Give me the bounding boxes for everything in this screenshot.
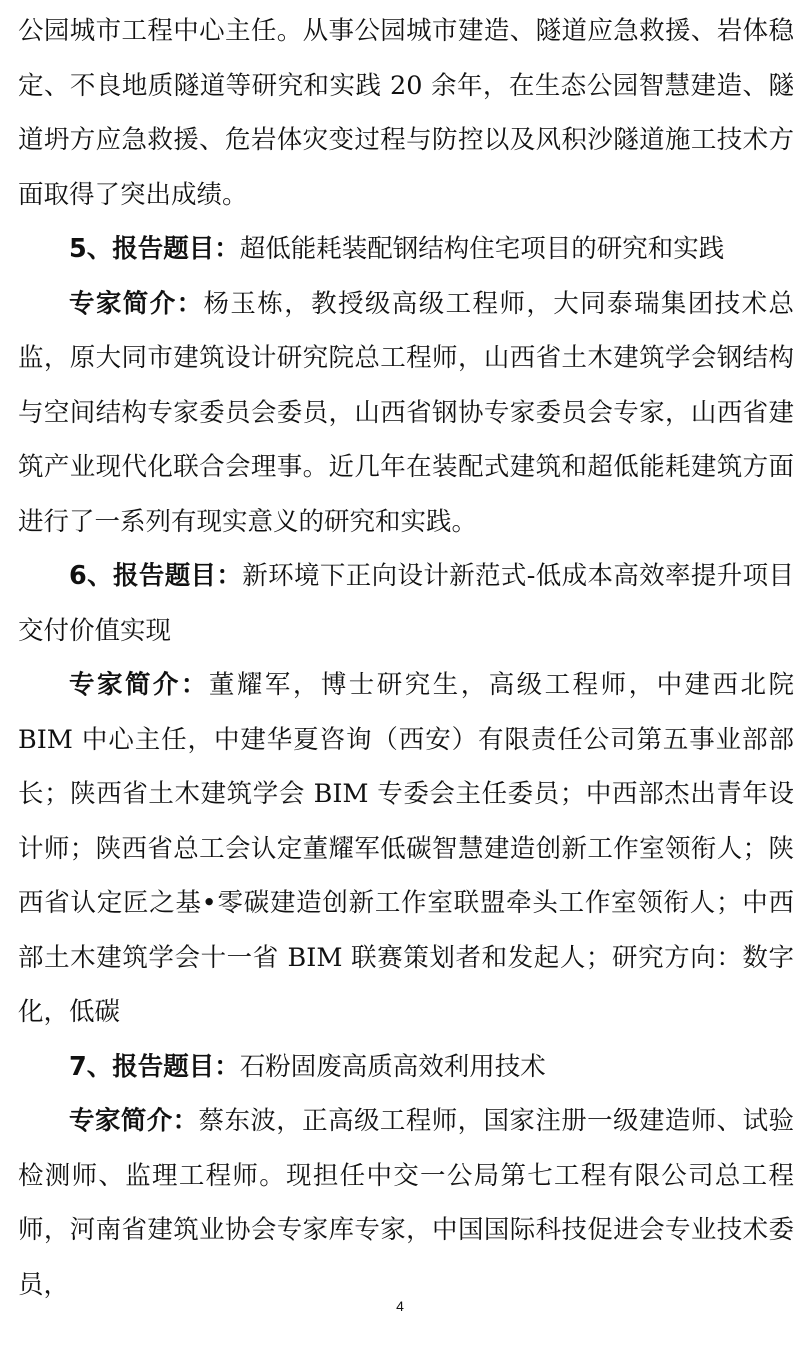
expert-bio-7 [18,1094,794,1312]
expert-bio-text: 董耀军，博士研究生，高级工程师，中建西北院 BIM 中心主任，中建华夏咨询（西安）有限责任公司第五事业部部长；陕西省土木建筑学会 BIM 专委会主任委员；中西部杰出青年设计师；陕西省总工会认定董耀军低碳智慧建造创新工作室领衔人；陕西省认定匠之基•零碳建造创新工作室联盟牵头工作室领衔人；中西部土木建筑学会十一省 BIM 联赛策划者和发起人；研究方向：数字化，低碳 [18,670,794,1027]
expert-bio-text: 蔡东波，正高级工程师，国家注册一级建造师、试验检测师、监理工程师。现担任中交一公局第七工程有限公司总工程师，河南省建筑业协会专家库专家，中国国际科技促进会专业技术委员， [18,1106,794,1300]
expert-bio-5 [18,277,794,550]
report-title-text: 超低能耗装配钢结构住宅项目的研究和实践 [239,234,725,264]
expert-bio-label: 专家简介： [69,1106,199,1136]
report-title-6 [18,549,794,658]
report-title-5 [18,222,794,277]
paragraph-expert-4-bio-continued [18,4,794,222]
report-title-label: 6、报告题目： [69,561,243,591]
report-title-7 [18,1040,794,1095]
expert-bio-6 [18,658,794,1040]
report-title-label: 5、报告题目： [69,234,240,264]
paragraph-text: 公园城市工程中心主任。从事公园城市建造、隧道应急救援、岩体稳定、不良地质隧道等研究和实践 20 余年，在生态公园智慧建造、隧道坍方应急救援、危岩体灾变过程与防控以及风积沙隧道施工技术方面取得了突出成绩。 [18,16,794,210]
expert-bio-label: 专家简介： [69,670,209,700]
report-title-text: 新环境下正向设计新范式-低成本高效率提升项目交付价值实现 [18,561,794,646]
report-title-text: 石粉固废高质高效利用技术 [239,1051,546,1082]
document-body [18,0,794,1312]
expert-bio-text: 杨玉栋，教授级高级工程师，大同泰瑞集团技术总监，原大同市建筑设计研究院总工程师，山西省土木建筑学会钢结构与空间结构专家委员会委员，山西省钢协专家委员会专家，山西省建筑产业现代化联合会理事。近几年在装配式建筑和超低能耗建筑方面进行了一系列有现实意义的研究和实践。 [18,288,794,537]
page-number: 4 [396,1298,404,1314]
expert-bio-label: 专家简介： [69,288,204,319]
report-title-label: 7、报告题目： [69,1051,240,1082]
